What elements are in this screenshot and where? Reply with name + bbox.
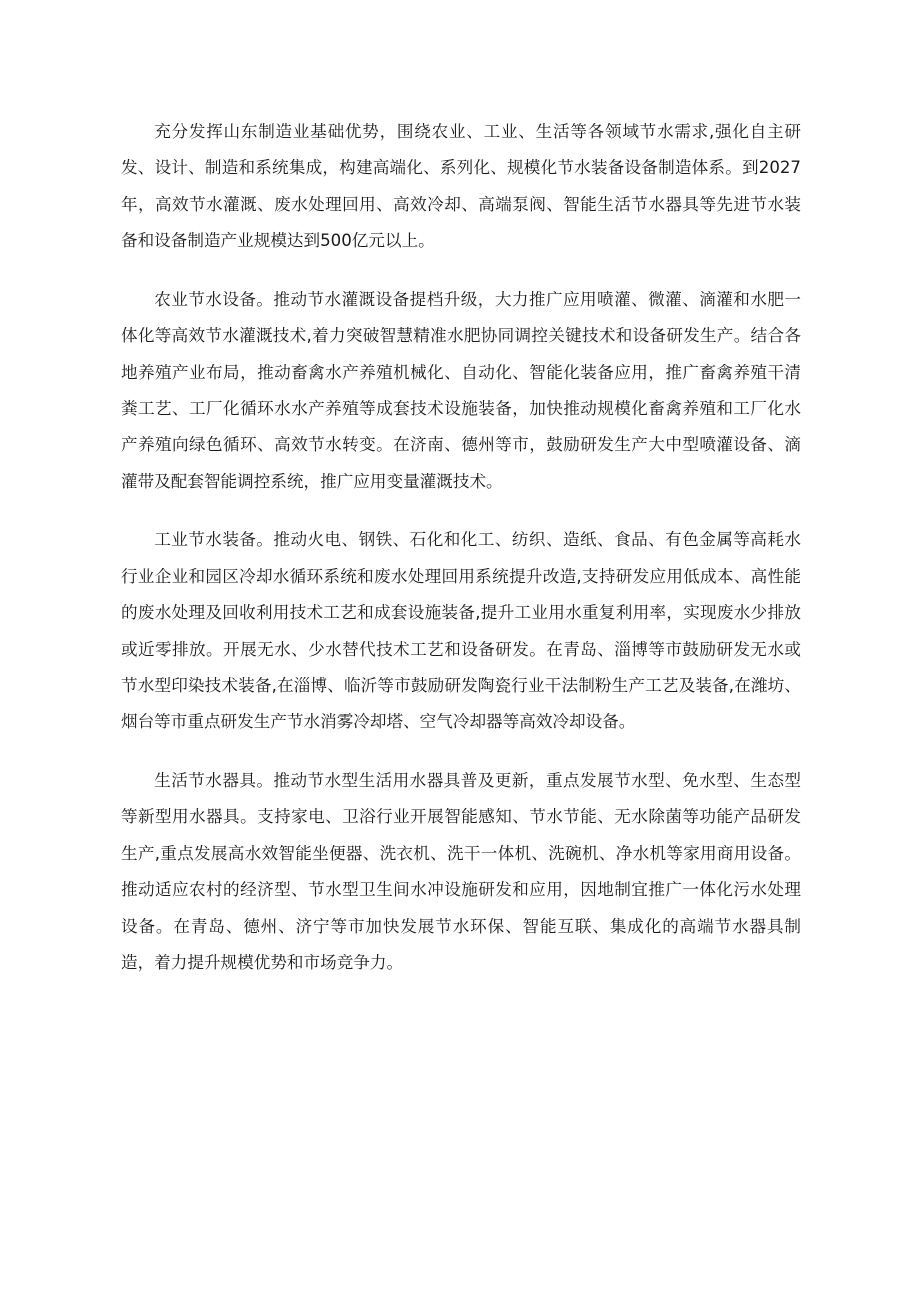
document-body [121, 114, 801, 1004]
paragraph-industrial-equipment: 工业节水装备。推动火电、钢铁、石化和化工、纺织、造纸、食品、有色金属等高耗水行业企业和园区冷却水循环系统和废水处理回用系统提升改造,支持研发应用低成本、高性能的废水处理及回收利用技术工艺和成套设施装备,提升工业用水重复利用率，实现废水少排放或近零排放。开展无水、少水替代技术工艺和设备研发。在青岛、淄博等市鼓励研发无水或节水型印染技术装备,在淄博、临沂等市鼓励研发陶瓷行业干法制粉生产工艺及装备,在潍坊、烟台等市重点研发生产节水消雾冷却塔、空气冷却器等高效冷却设备。 [121, 530, 801, 732]
paragraph-agricultural-equipment: 农业节水设备。推动节水灌溉设备提档升级，大力推广应用喷灌、微灌、滴灌和水肥一体化等高效节水灌溉技术,着力突破智慧精准水肥协同调控关键技术和设备研发生产。结合各地养殖产业布局，推动畜禽水产养殖机械化、自动化、智能化装备应用，推广畜禽养殖干清粪工艺、工厂化循环水水产养殖等成套技术设施装备，加快推动规模化畜禽养殖和工厂化水产养殖向绿色循环、高效节水转变。在济南、德州等市，鼓励研发生产大中型喷灌设备、滴灌带及配套智能调控系统，推广应用变量灌溉技术。 [121, 289, 801, 491]
paragraph-overview: 充分发挥山东制造业基础优势，围绕农业、工业、生活等各领域节水需求,强化自主研发、设计、制造和系统集成，构建高端化、系列化、规模化节水装备设备制造体系。到2027年，高效节水灌溉、废水处理回用、高效冷却、高端泵阀、智能生活节水器具等先进节水装备和设备制造产业规模达到500亿元以上。 [121, 122, 801, 251]
paragraph-household-fixtures: 生活节水器具。推动节水型生活用水器具普及更新，重点发展节水型、免水型、生态型等新型用水器具。支持家电、卫浴行业开展智能感知、节水节能、无水除菌等功能产品研发生产,重点发展高水效智能坐便器、洗衣机、洗干一体机、洗碗机、净水机等家用商用设备。推动适应农村的经济型、节水型卫生间水冲设施研发和应用，因地制宜推广一体化污水处理设备。在青岛、德州、济宁等市加快发展节水环保、智能互联、集成化的高端节水器具制造，着力提升规模优势和市场竞争力。 [121, 771, 801, 973]
